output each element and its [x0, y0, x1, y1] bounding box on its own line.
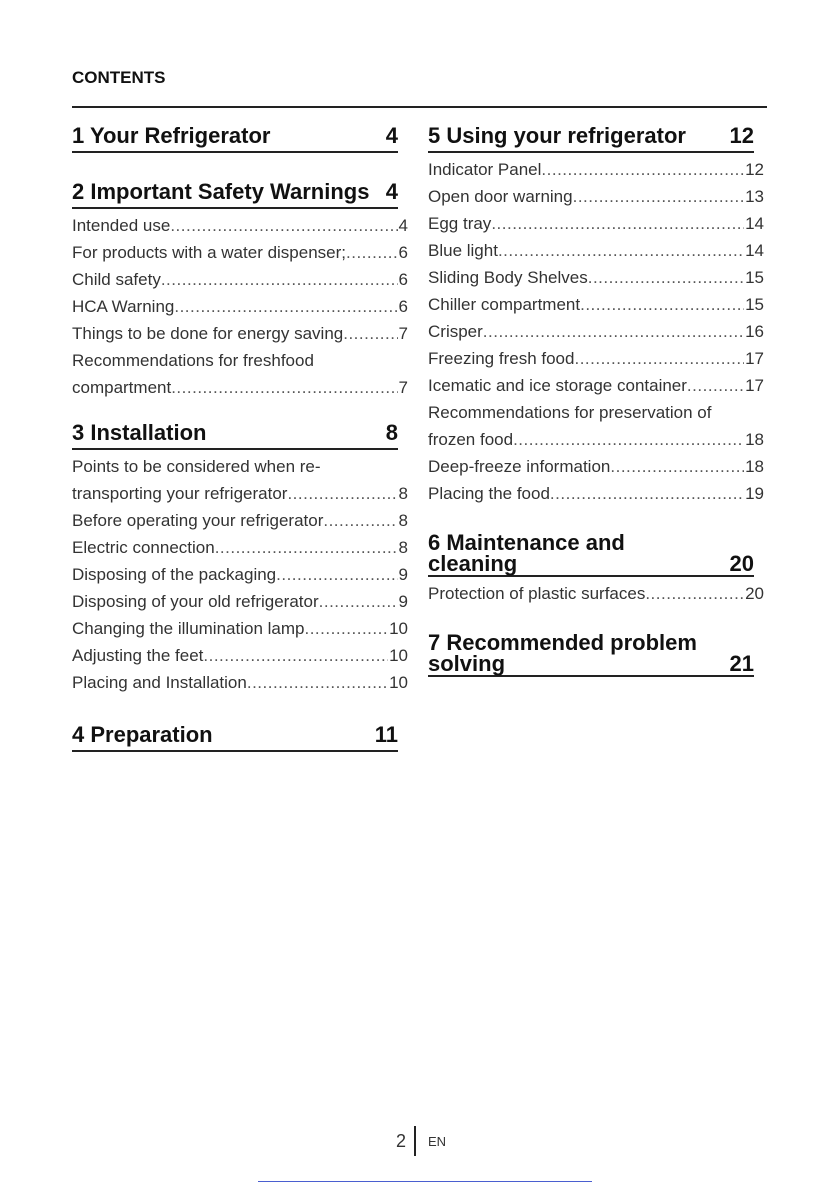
entry-page: 9 — [398, 565, 408, 584]
entry-page: 17 — [745, 349, 764, 368]
entry-page: 19 — [745, 484, 764, 503]
toc-entry[interactable] — [72, 293, 408, 320]
section-heading[interactable] — [72, 721, 398, 752]
section-page: 21 — [729, 651, 754, 676]
toc-section — [72, 122, 408, 153]
entry-page: 7 — [398, 378, 408, 397]
toc-section — [72, 419, 408, 696]
toc-entry[interactable] — [428, 480, 764, 507]
entry-title: For products with a water dispenser; — [72, 243, 347, 262]
toc-entry[interactable] — [428, 453, 764, 480]
toc-entry[interactable] — [72, 320, 408, 347]
section-title: 4 Preparation — [72, 722, 213, 747]
toc-entry[interactable] — [428, 156, 764, 183]
section-page: 11 — [374, 722, 398, 747]
section-title: 3 Installation — [72, 420, 207, 445]
toc-entry[interactable] — [428, 264, 764, 291]
section-page: 4 — [385, 179, 398, 204]
toc-entry[interactable] — [428, 345, 764, 372]
entry-title: Changing the illumination lamp — [72, 619, 305, 638]
entry-title: Before operating your refrigerator — [72, 511, 324, 530]
entry-title: Things to be done for energy saving — [72, 324, 344, 343]
section-title: 1 Your Refrigerator — [72, 123, 271, 148]
section-title: cleaning — [428, 551, 518, 576]
toc-entry[interactable] — [72, 669, 408, 696]
toc-entry[interactable] — [428, 318, 764, 345]
toc-entry[interactable] — [72, 347, 408, 401]
entry-page: 6 — [398, 270, 408, 289]
section-page: 4 — [385, 123, 398, 148]
entry-title-line: Recommendations for preservation of — [428, 403, 712, 422]
entry-title: frozen food — [428, 430, 514, 449]
toc-entry[interactable] — [72, 615, 408, 642]
entry-page: 15 — [745, 268, 764, 287]
section-page: 12 — [729, 123, 754, 148]
page-footer — [396, 1126, 446, 1156]
entry-page: 14 — [745, 214, 764, 233]
entry-title: Freezing fresh food — [428, 349, 575, 368]
entry-page: 8 — [398, 484, 408, 503]
section-page: 20 — [729, 551, 754, 576]
entry-title: Protection of plastic surfaces — [428, 584, 646, 603]
section-title: 5 Using your refrigerator — [428, 123, 686, 148]
toc-entry[interactable] — [72, 507, 408, 534]
toc-right-column — [428, 122, 764, 677]
toc-entry[interactable] — [428, 237, 764, 264]
entry-page: 10 — [389, 646, 408, 665]
section-heading[interactable] — [428, 122, 754, 153]
entry-page: 14 — [745, 241, 764, 260]
toc-entry[interactable] — [428, 291, 764, 318]
toc-entry[interactable] — [72, 642, 408, 669]
toc-section — [72, 178, 408, 401]
toc-entry[interactable] — [72, 239, 408, 266]
entry-title: transporting your refrigerator — [72, 484, 288, 503]
footer-divider — [414, 1126, 416, 1156]
page-number: 2 — [396, 1130, 407, 1151]
toc-section — [72, 721, 408, 752]
toc-entry[interactable] — [72, 453, 408, 507]
entry-title: Disposing of the packaging — [72, 565, 277, 584]
entry-page: 10 — [389, 619, 408, 638]
entry-page: 10 — [389, 673, 408, 692]
section-heading[interactable] — [72, 419, 398, 450]
entry-title: Deep-freeze information — [428, 457, 611, 476]
section-page: 8 — [385, 420, 398, 445]
entry-title: Icematic and ice storage container — [428, 376, 687, 395]
entry-page: 7 — [398, 324, 408, 343]
entry-page: 18 — [745, 457, 764, 476]
section-title-line: 7 Recommended problem — [428, 630, 697, 655]
toc-entry[interactable] — [428, 399, 764, 453]
toc-entry[interactable] — [72, 212, 408, 239]
entry-page: 16 — [745, 322, 764, 341]
entry-page: 8 — [398, 511, 408, 530]
toc-section — [428, 122, 764, 507]
entry-title: Chiller compartment — [428, 295, 581, 314]
toc-entry[interactable] — [72, 266, 408, 293]
section-heading[interactable] — [72, 178, 398, 209]
entry-page: 6 — [398, 297, 408, 316]
toc-entry[interactable] — [72, 588, 408, 615]
entry-title-line: Recommendations for freshfood — [72, 351, 314, 370]
entry-page: 4 — [398, 216, 408, 235]
toc-entry[interactable] — [72, 534, 408, 561]
language-code: EN — [428, 1133, 447, 1149]
bottom-link-underline — [258, 1180, 592, 1182]
entry-title: Indicator Panel — [428, 160, 542, 179]
entry-title: Egg tray — [428, 214, 492, 233]
toc-entry[interactable] — [428, 183, 764, 210]
title-divider — [72, 106, 767, 108]
entry-page: 18 — [745, 430, 764, 449]
toc-section — [428, 632, 764, 677]
entry-title: Placing and Installation — [72, 673, 247, 692]
entry-title: Crisper — [428, 322, 483, 341]
entry-title: compartment — [72, 378, 172, 397]
toc-entry[interactable] — [428, 210, 764, 237]
entry-title: Sliding Body Shelves — [428, 268, 588, 287]
toc-left-column — [72, 122, 408, 752]
toc-section — [428, 532, 764, 607]
entry-page: 17 — [745, 376, 764, 395]
entry-title: Adjusting the feet — [72, 646, 204, 665]
entry-title: Electric connection — [72, 538, 215, 557]
entry-title: Disposing of your old refrigerator — [72, 592, 319, 611]
toc-entry[interactable] — [428, 372, 764, 399]
entry-page: 6 — [398, 243, 408, 262]
entry-title: Intended use — [72, 216, 171, 235]
entry-title: Placing the food — [428, 484, 550, 503]
section-heading[interactable] — [428, 632, 754, 677]
toc-entry[interactable] — [72, 561, 408, 588]
entry-page: 12 — [745, 160, 764, 179]
section-title-line: 6 Maintenance and — [428, 530, 625, 555]
entry-page: 13 — [745, 187, 764, 206]
entry-title: Blue light — [428, 241, 498, 260]
entry-page: 20 — [745, 584, 764, 603]
section-title: 2 Important Safety Warnings — [72, 179, 370, 204]
section-heading[interactable] — [428, 532, 754, 577]
entry-page: 15 — [745, 295, 764, 314]
entry-page: 9 — [398, 592, 408, 611]
page-title: CONTENTS — [72, 68, 166, 87]
entry-title: Child safety — [72, 270, 161, 289]
entry-title-line: Points to be considered when re- — [72, 457, 321, 476]
section-title: solving — [428, 651, 506, 676]
entry-page: 8 — [398, 538, 408, 557]
section-heading[interactable] — [72, 122, 398, 153]
entry-title: HCA Warning — [72, 297, 175, 316]
entry-title: Open door warning — [428, 187, 573, 206]
toc-entry[interactable] — [428, 580, 764, 607]
